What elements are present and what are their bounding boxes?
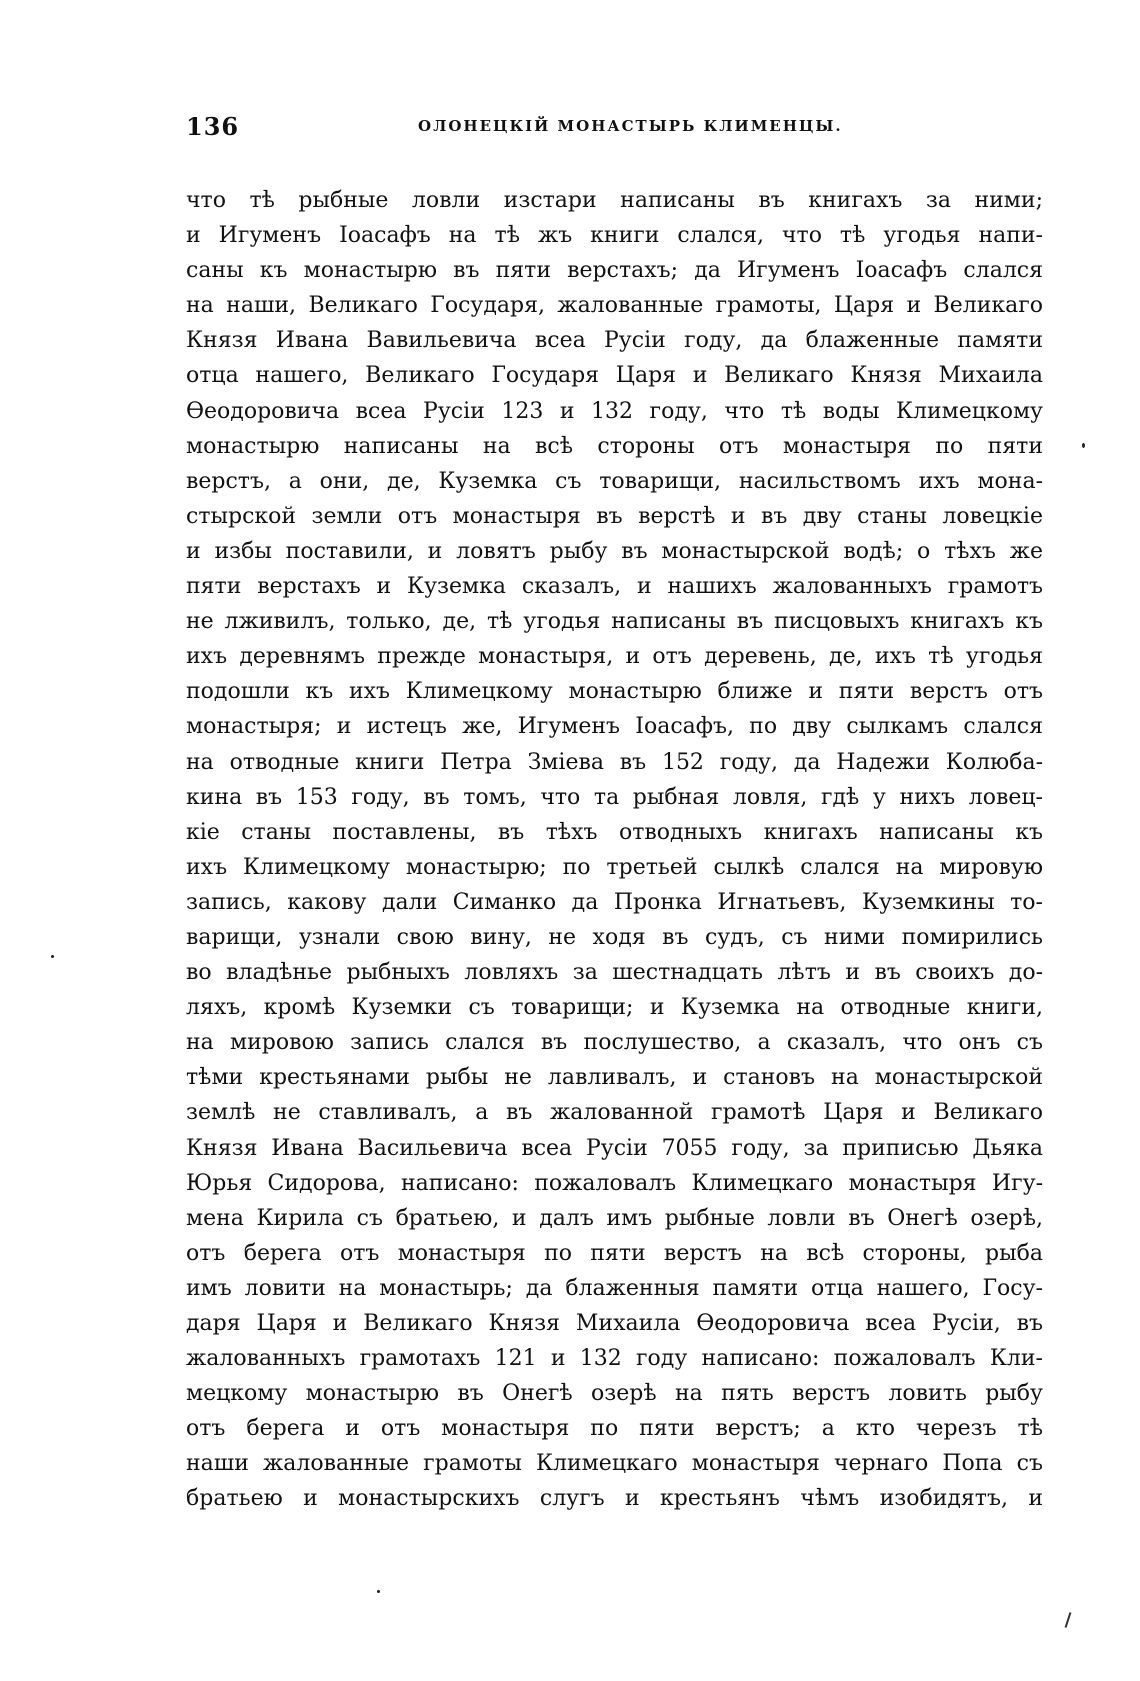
text-line: кина въ 153 году, въ томъ, что та рыбная ловля, гдѣ у нихъ ловец- [186, 784, 1043, 810]
text-line: наши жалованные грамоты Климецкаго монастыря чернаго Попа съ [186, 1451, 1043, 1477]
text-line: Князя Ивана Васильевича всеа Русіи 7055 году, за приписью Дьяка [186, 1135, 1043, 1161]
body-text [186, 183, 1043, 1517]
text-line: жалованныхъ грамотахъ 121 и 132 году написано: пожаловалъ Кли- [186, 1346, 1043, 1372]
text-line: отца нашего, Великаго Государя Царя и Великаго Князя Михаила [186, 363, 1043, 389]
text-line: саны къ монастырю въ пяти верстахъ; да Игуменъ Іоасафъ слался [186, 258, 1043, 284]
text-line: не лживилъ, только, де, тѣ угодья написаны въ писцовыхъ книгахъ къ [186, 609, 1043, 635]
text-line: отъ берега отъ монастыря по пяти верстъ на всѣ стороны, рыба [186, 1240, 1043, 1266]
text-line: подошли къ ихъ Климецкому монастырю ближе и пяти верстъ отъ [186, 679, 1043, 705]
text-line: даря Царя и Великаго Князя Михаила Ѳеодоровича всеа Русіи, въ [186, 1311, 1043, 1336]
scan-speck [377, 1590, 380, 1593]
page-header [186, 112, 1043, 152]
text-line: Ѳеодоровича всеа Русіи 123 и 132 году, что тѣ воды Климецкому [186, 398, 1043, 424]
page-number: 136 [186, 112, 240, 141]
text-line: что тѣ рыбные ловли изстари написаны въ книгахъ за ними; [186, 188, 1043, 213]
text-line: Князя Ивана Вавильевича всеа Русіи году, да блаженные памяти [186, 328, 1043, 354]
text-line: отъ берега и отъ монастыря по пяти верстъ; а кто черезъ тѣ [186, 1416, 1043, 1442]
text-line: варищи, узнали свою вину, не ходя въ судъ, съ ними помирились [186, 924, 1043, 950]
text-line: и Игуменъ Іоасафъ на тѣ жъ книги слался, что тѣ угодья напи- [186, 223, 1043, 249]
text-line: имъ ловити на монастырь; да блаженныя памяти отца нашего, Госу- [186, 1275, 1043, 1301]
text-line: кіе станы поставлены, въ тѣхъ отводныхъ книгахъ написаны къ [186, 819, 1043, 845]
text-line: пяти верстахъ и Куземка сказалъ, и нашихъ жалованныхъ грамотъ [186, 574, 1043, 600]
text-line: верстъ, а они, де, Куземка съ товарищи, насильствомъ ихъ мона- [186, 468, 1043, 494]
text-line: монастырю написаны на всѣ стороны отъ монастыря по пяти [186, 433, 1043, 459]
text-line: стырской земли отъ монастыря въ верстѣ и въ дву станы ловецкіе [186, 503, 1043, 529]
text-line: ихъ деревнямъ прежде монастыря, и отъ деревень, де, ихъ тѣ угодья [186, 644, 1043, 670]
text-line: мена Кирила съ братьею, и далъ имъ рыбные ловли въ Онегѣ озерѣ, [186, 1205, 1043, 1231]
running-title: ОЛОНЕЦКІЙ МОНАСТЫРЬ КЛИМЕНЦЫ. [418, 117, 843, 135]
text-line: мецкому монастырю въ Онегѣ озерѣ на пять верстъ ловить рыбу [186, 1381, 1043, 1407]
text-line: на отводные книги Петра Зміева въ 152 году, да Надежи Колюба- [186, 749, 1043, 775]
text-line: на наши, Великаго Государя, жалованные грамоты, Царя и Великаго [186, 293, 1043, 319]
text-line: и избы поставили, и ловятъ рыбу въ монастырской водѣ; о тѣхъ же [186, 538, 1043, 564]
scan-speck [51, 955, 54, 958]
scan-speck [1082, 443, 1085, 448]
text-line: ляхъ, кромѣ Куземки съ товарищи; и Куземка на отводные книги, [186, 995, 1043, 1021]
text-line: запись, какову дали Симанко да Пронка Игнатьевъ, Куземкины то- [186, 889, 1043, 915]
scan-mark [1065, 1612, 1072, 1628]
text-line: на мировою запись слался въ послушество, а сказалъ, что онъ съ [186, 1030, 1043, 1056]
text-line: монастыря; и истецъ же, Игуменъ Іоасафъ, по дву сылкамъ слался [186, 714, 1043, 740]
text-line: Юрья Сидорова, написано: пожаловалъ Климецкаго монастыря Игу- [186, 1170, 1043, 1196]
text-line: тѣми крестьянами рыбы не лавливалъ, и становъ на монастырской [186, 1065, 1043, 1091]
text-line: братьею и монастырскихъ слугъ и крестьянъ чѣмъ изобидятъ, и [186, 1486, 1043, 1512]
text-line: землѣ не ставливалъ, а въ жалованной грамотѣ Царя и Великаго [186, 1100, 1043, 1126]
text-line: ихъ Климецкому монастырю; по третьей сылкѣ слался на мировую [186, 854, 1043, 880]
text-line: во владѣнье рыбныхъ ловляхъ за шестнадцать лѣтъ и въ своихъ до- [186, 960, 1043, 986]
